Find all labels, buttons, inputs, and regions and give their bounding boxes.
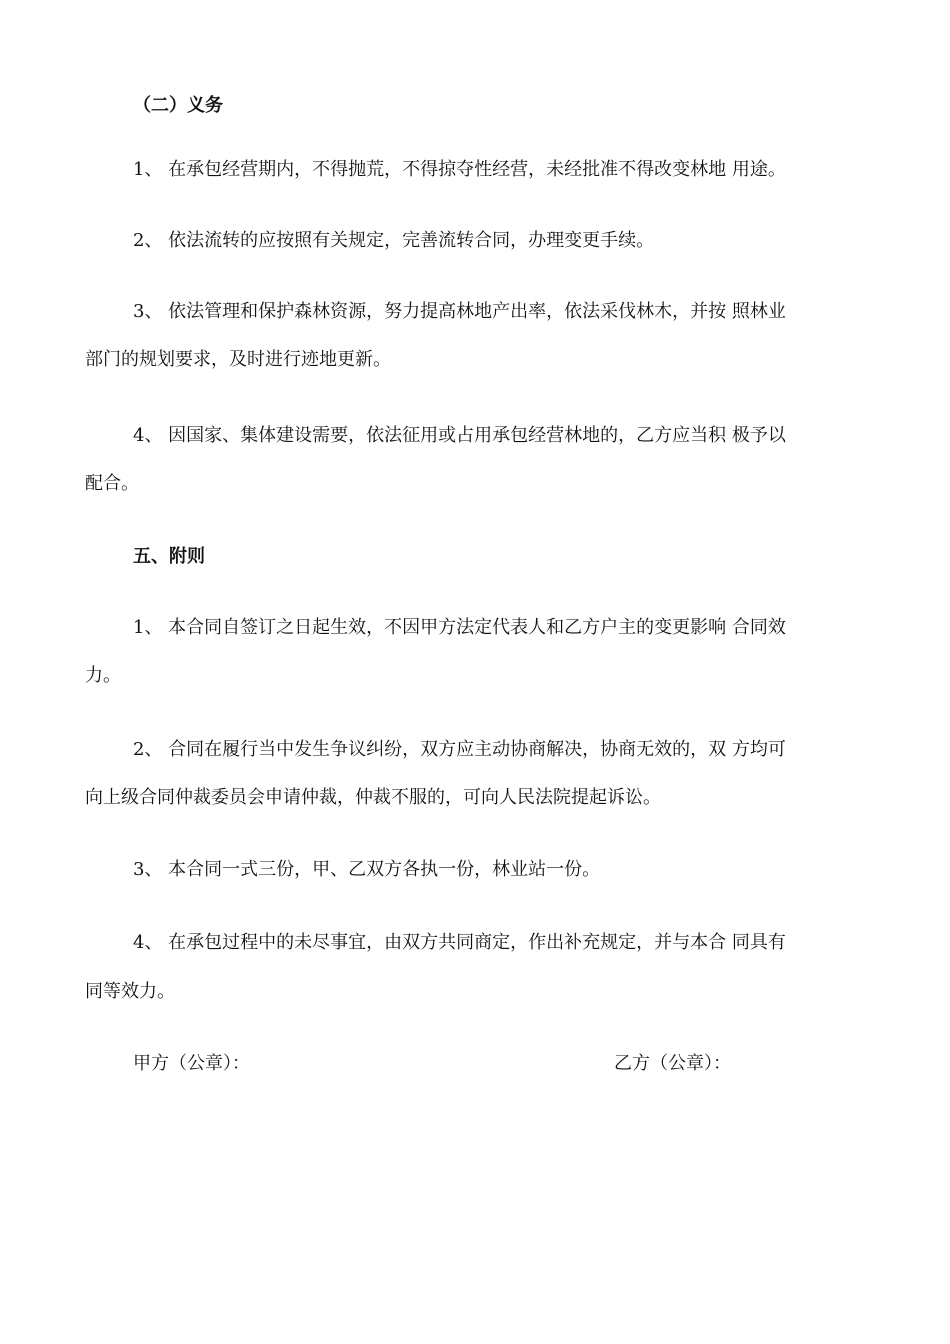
duty-item-4-line-1: 4、 因国家、集体建设需要，依法征用或占用承包经营林地的，乙方应当积 极予以 — [133, 425, 786, 446]
party-a-seal-label: 甲方（公章）： — [133, 1053, 250, 1074]
party-b-seal-label: 乙方（公章）： — [614, 1053, 731, 1074]
duty-item-2-line-1: 2、 依法流转的应按照有关规定，完善流转合同，办理变更手续。 — [133, 230, 655, 251]
supp-item-2-line-2: 向上级合同仲裁委员会申请仲裁，仲裁不服的，可向人民法院提起诉讼。 — [85, 787, 661, 808]
supp-item-2-line-1: 2、 合同在履行当中发生争议纠纷，双方应主动协商解决，协商无效的，双 方均可 — [133, 739, 786, 760]
duty-item-3-line-1: 3、 依法管理和保护森林资源，努力提高林地产出率，依法采伐林木，并按 照林业 — [133, 301, 786, 322]
supp-item-4-line-1: 4、 在承包过程中的未尽事宜，由双方共同商定，作出补充规定，并与本合 同具有 — [133, 932, 786, 953]
duty-item-4-line-2: 配合。 — [85, 473, 139, 494]
duty-item-3-line-2: 部门的规划要求，及时进行迹地更新。 — [85, 349, 391, 370]
duty-item-1-line-1: 1、 在承包经营期内，不得抛荒，不得掠夺性经营，未经批准不得改变林地 用途。 — [133, 159, 786, 180]
supp-item-1-line-1: 1、 本合同自签订之日起生效，不因甲方法定代表人和乙方户主的变更影响 合同效 — [133, 617, 786, 638]
supp-item-4-line-2: 同等效力。 — [85, 981, 175, 1002]
section-heading-duties: （二）义务 — [133, 95, 223, 116]
supp-item-3-line-1: 3、 本合同一式三份，甲、乙双方各执一份，林业站一份。 — [133, 859, 601, 880]
supp-item-1-line-2: 力。 — [85, 665, 121, 686]
section-heading-supplementary: 五、附则 — [133, 546, 205, 567]
